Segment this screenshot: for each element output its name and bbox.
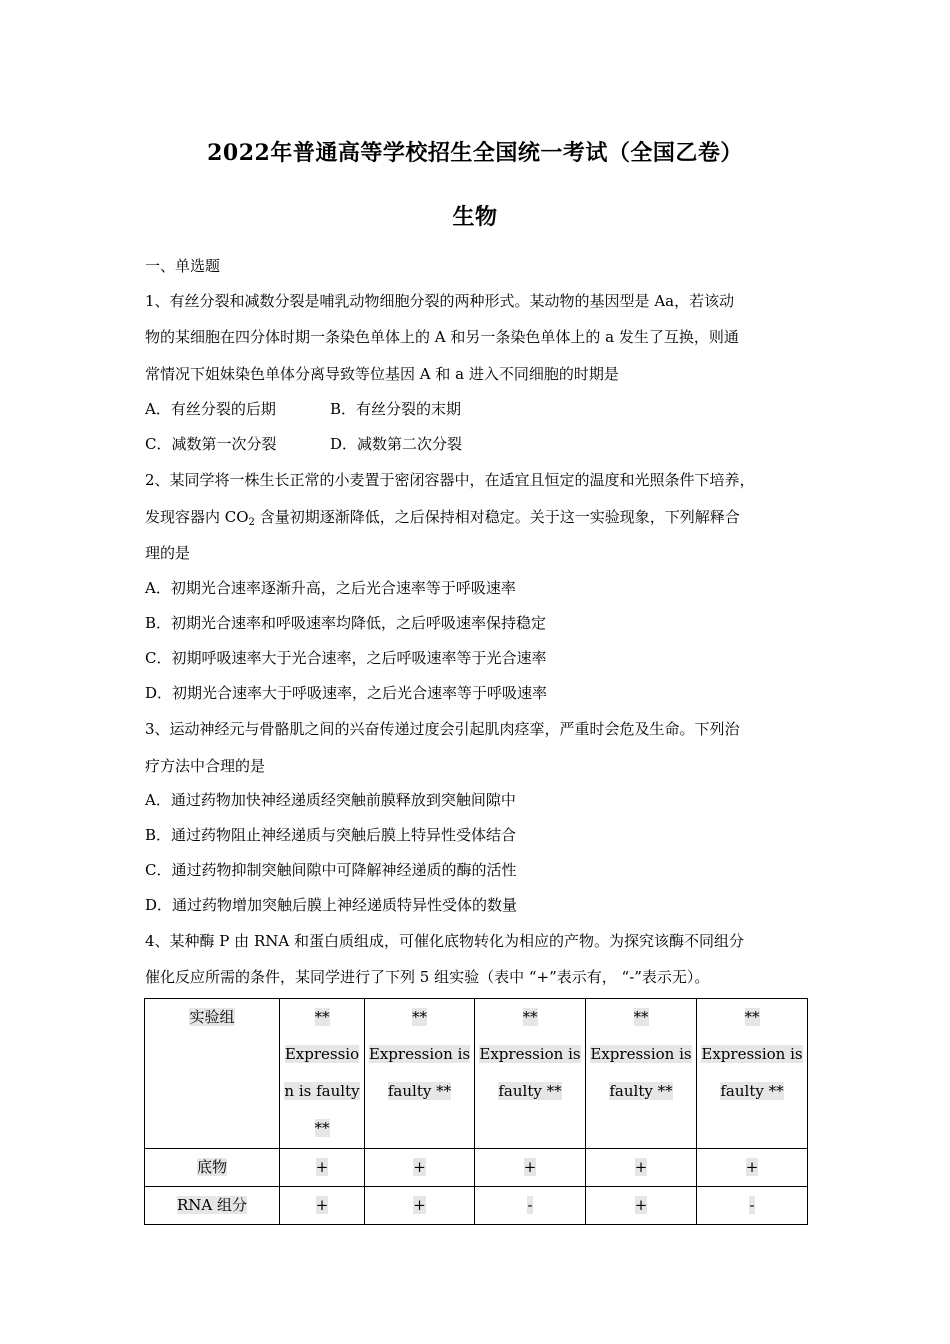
- table-cell: [586, 1187, 697, 1225]
- q3-option-c: C．通过药物抑制突触间隙中可降解神经递质的酶的活性: [145, 861, 517, 879]
- header-4-line-3: faulty **: [609, 1082, 673, 1100]
- q1-options-row-1: [145, 399, 815, 419]
- table-cell: [475, 1187, 586, 1225]
- table-header-label-cell: [145, 999, 280, 1149]
- q2-stem-line-3: 理的是: [145, 544, 191, 562]
- q2-stem-line-1: 2、某同学将一株生长正常的小麦置于密闭容器中，在适宜且恒定的温度和光照条件下培养，: [145, 471, 755, 489]
- q1-stem-line-3: 常情况下姐妹染色单体分离导致等位基因 A 和 a 进入不同细胞的时期是: [145, 365, 619, 383]
- q3-option-d: D．通过药物增加突触后膜上神经递质特异性受体的数量: [145, 896, 518, 914]
- row-1-cell-2: +: [413, 1158, 426, 1176]
- header-5-line-3: faulty **: [720, 1082, 784, 1100]
- q1-option-a: A．有丝分裂的后期: [145, 400, 276, 418]
- table-header-row: [145, 999, 808, 1149]
- q3-option-b: B．通过药物阻止神经递质与突触后膜上特异性受体结合: [145, 826, 517, 844]
- table-row-label: [145, 1149, 280, 1187]
- q2-stem-line-2-post: 含量初期逐渐降低，之后保持相对稳定。关于这一实验现象，下列解释合: [254, 508, 740, 526]
- header-1-line-3: n is faulty: [284, 1082, 360, 1100]
- table-header-cell-4: [586, 999, 697, 1149]
- table-cell: [365, 1149, 475, 1187]
- q2-option-b: B．初期光合速率和呼吸速率均降低，之后呼吸速率保持稳定: [145, 614, 547, 632]
- header-1-line-2: Expressio: [284, 1045, 360, 1063]
- table-cell: [280, 1149, 365, 1187]
- row-2-cell-2: +: [413, 1196, 426, 1214]
- row-1-cell-3: +: [523, 1158, 537, 1176]
- table-cell: [280, 1187, 365, 1225]
- header-4-line-2: Expression is: [590, 1045, 692, 1063]
- q1-stem-line-2: 物的某细胞在四分体时期一条染色单体上的 A 和另一条染色单体上的 a 发生了互换，则通: [145, 328, 739, 346]
- q1-option-d: D．减数第二次分裂: [330, 435, 463, 453]
- q2-option-a: A．初期光合速率逐渐升高，之后光合速率等于呼吸速率: [145, 579, 516, 597]
- header-3-line-2: Expression is: [479, 1045, 581, 1063]
- header-1-line-4: **: [314, 1119, 330, 1137]
- table-header-cell-2: [365, 999, 475, 1149]
- header-5-line-1: **: [744, 1008, 760, 1026]
- table-cell: [365, 1187, 475, 1225]
- co2-subscript: 2: [248, 517, 255, 528]
- q3-option-a: A．通过药物加快神经递质经突触前膜释放到突触间隙中: [145, 791, 516, 809]
- row-1-cell-4: +: [634, 1158, 648, 1176]
- q3-stem-line-1: 3、运动神经元与骨骼肌之间的兴奋传递过度会引起肌肉痉挛，严重时会危及生命。下列治: [145, 720, 740, 738]
- q4-stem-line-1: 4、某种酶 P 由 RNA 和蛋白质组成，可催化底物转化为相应的产物。为探究该酶不同组分: [145, 932, 744, 950]
- table-cell: [697, 1149, 808, 1187]
- table-row-label: [145, 1187, 280, 1225]
- row-2-cell-5: -: [749, 1196, 755, 1214]
- table-cell: [475, 1149, 586, 1187]
- header-2-line-2: Expression is: [368, 1045, 471, 1063]
- q2-stem-line-2-pre: 发现容器内 CO: [145, 508, 249, 526]
- row-1-cell-1: +: [315, 1158, 329, 1176]
- section-heading: 一、单选题: [145, 257, 221, 275]
- exam-title: 2022年普通高等学校招生全国统一考试（全国乙卷）: [207, 140, 743, 166]
- header-2-line-3: faulty **: [387, 1082, 452, 1100]
- row-1-cell-5: +: [745, 1158, 759, 1176]
- header-4-line-1: **: [633, 1008, 649, 1026]
- q3-stem-line-2: 疗方法中合理的是: [145, 757, 266, 775]
- header-3-line-3: faulty **: [498, 1082, 562, 1100]
- subject-title: 生物: [452, 204, 498, 230]
- q1-options-row-2: [145, 434, 815, 454]
- q4-stem-line-2: 催化反应所需的条件，某同学进行了下列 5 组实验（表中 “+”表示有， “-”表示无）。: [145, 968, 710, 986]
- q2-option-d: D．初期光合速率大于呼吸速率，之后光合速率等于呼吸速率: [145, 684, 548, 702]
- row-2-cell-4: +: [634, 1196, 648, 1214]
- table-cell: [586, 1149, 697, 1187]
- table-header-cell-1: [280, 999, 365, 1149]
- table-header-label: 实验组: [189, 1008, 235, 1026]
- q1-option-b: B．有丝分裂的末期: [330, 400, 462, 418]
- header-1-line-1: **: [314, 1008, 330, 1026]
- table-header-cell-5: [697, 999, 808, 1149]
- row-2-label: RNA 组分: [176, 1196, 248, 1214]
- q1-stem-line-1: 1、有丝分裂和减数分裂是哺乳动物细胞分裂的两种形式。某动物的基因型是 Aa，若该动: [145, 292, 735, 310]
- q2-option-c: C．初期呼吸速率大于光合速率，之后呼吸速率等于光合速率: [145, 649, 547, 667]
- table-cell: [697, 1187, 808, 1225]
- experiment-table: [144, 998, 808, 1225]
- table-row: [145, 1187, 808, 1225]
- row-2-cell-1: +: [315, 1196, 329, 1214]
- header-5-line-2: Expression is: [701, 1045, 803, 1063]
- q1-option-c: C．减数第一次分裂: [145, 435, 277, 453]
- row-2-cell-3: -: [527, 1196, 533, 1214]
- header-3-line-1: **: [522, 1008, 538, 1026]
- table-header-cell-3: [475, 999, 586, 1149]
- q2-stem-line-2: [145, 507, 815, 527]
- row-1-label: 底物: [196, 1158, 227, 1176]
- table-row: [145, 1149, 808, 1187]
- header-2-line-1: **: [412, 1008, 427, 1026]
